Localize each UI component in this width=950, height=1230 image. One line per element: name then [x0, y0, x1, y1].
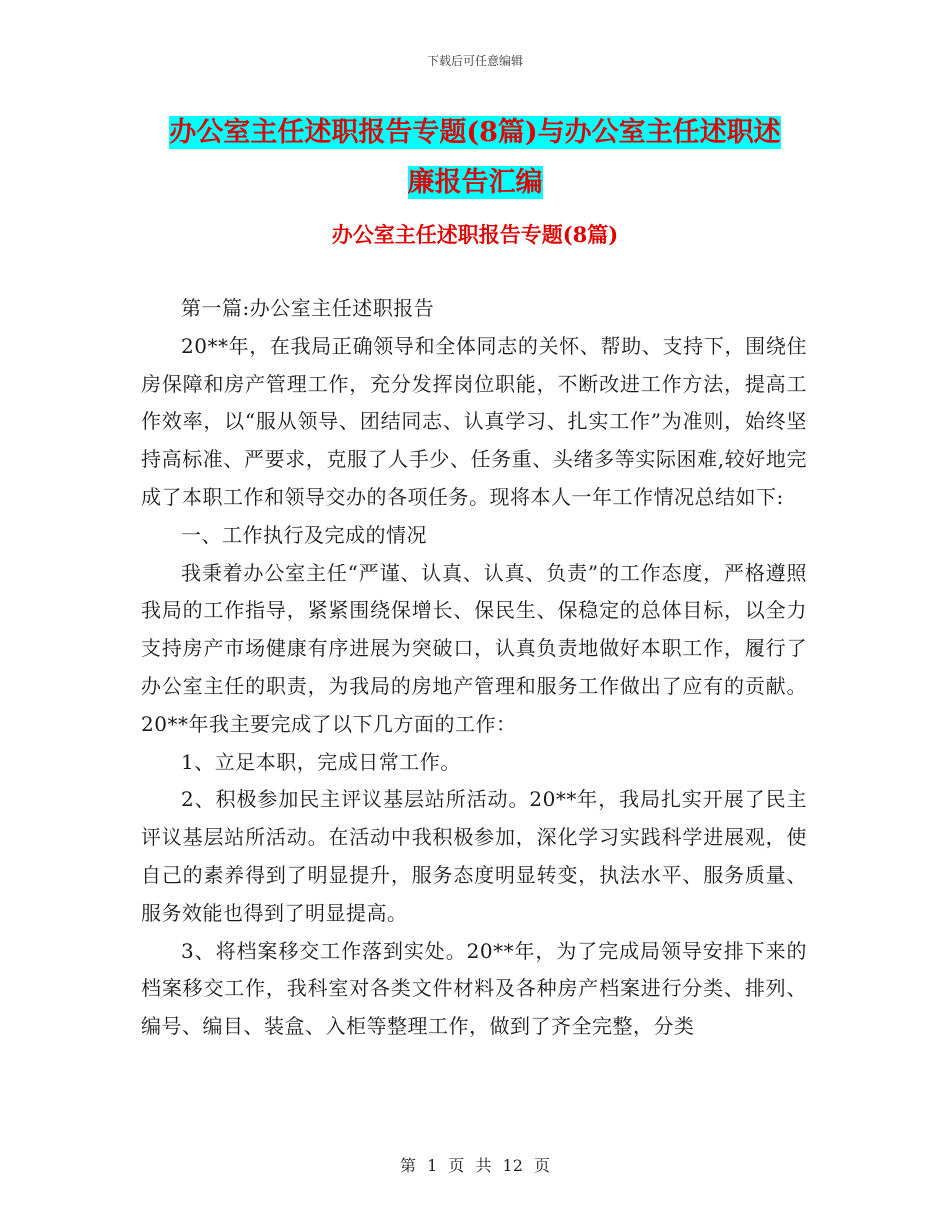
section-title: 办公室主任述职报告专题(8篇) [331, 222, 619, 247]
page-footer: 第 1 页 共 12 页 [400, 1156, 550, 1175]
paragraph: 20**年，在我局正确领导和全体同志的关怀、帮助、支持下，围绕住房保障和房产管理工作，充分发挥岗位职能，不断改进工作方法，提高工作效率，以“服从领导、团结同志、认真学习、扎实工作”为准则，始终坚持高标准、严要求，克服了人手少、任务重、头绪多等实际困难,较好地完成了本职工作和领导交办的各项任务。现将本人一年工作情况总结如下: [141, 333, 807, 509]
list-item: 1、立足本职，完成日常工作。 [181, 749, 461, 774]
document-body [141, 290, 807, 1046]
document-title [140, 108, 810, 208]
title-line-1: 办公室主任述职报告专题(8篇)与办公室主任述职述 [169, 117, 781, 148]
list-item: 3、将档案移交工作落到实处。20**年，为了完成局领导安排下来的档案移交工作，我科室对各类文件材料及各种房产档案进行分类、排列、编号、编目、装盒、入柜等整理工作，做到了齐全完整，分类 [141, 938, 807, 1039]
page-header: 下载后可任意编辑 [426, 54, 523, 68]
section-heading: 一、工作执行及完成的情况 [181, 522, 427, 547]
list-item: 2、积极参加民主评议基层站所活动。20**年，我局扎实开展了民主评议基层站所活动。在活动中我积极参加，深化学习实践科学进展观，使自己的素养得到了明显提升，服务态度明显转变，执法水平、服务质量、服务效能也得到了明显提高。 [141, 787, 807, 925]
chapter-heading: 第一篇:办公室主任述职报告 [181, 296, 435, 320]
title-line-2: 廉报告汇编 [407, 167, 543, 198]
paragraph: 我秉着办公室主任“严谨、认真、认真、负责”的工作态度，严格遵照我局的工作指导，紧紧围绕保增长、保民生、保稳定的总体目标，以全力支持房产市场健康有序进展为突破口，认真负责地做好本职工作，履行了办公室主任的职责，为我局的房地产管理和服务工作做出了应有的贡献。20**年我主要完成了以下几方面的工作： [141, 560, 807, 736]
